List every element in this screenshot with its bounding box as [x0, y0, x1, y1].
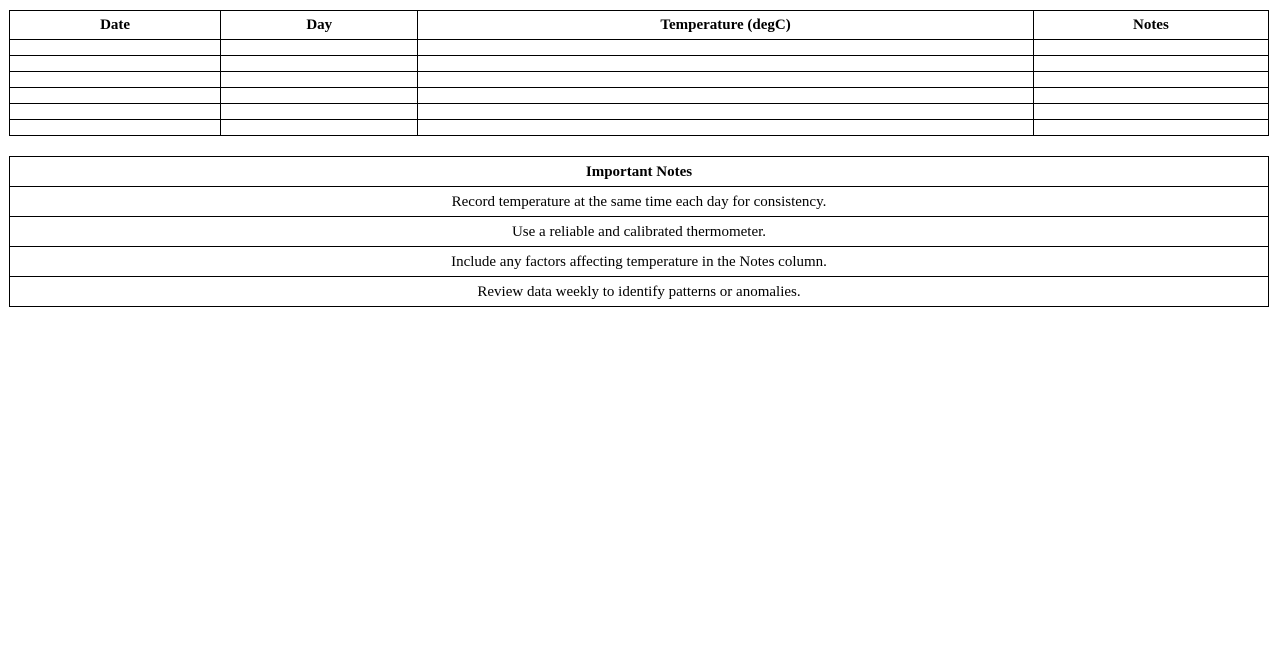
temperature-log-header	[10, 11, 1269, 40]
cell-day[interactable]	[221, 40, 418, 56]
cell-temperature[interactable]	[418, 72, 1033, 88]
table-row	[10, 217, 1269, 247]
cell-temperature[interactable]	[418, 88, 1033, 104]
important-notes-body	[10, 187, 1269, 307]
column-header-date: Date	[10, 11, 221, 40]
temperature-log-body	[10, 40, 1269, 136]
column-header-notes: Notes	[1033, 11, 1268, 40]
cell-date[interactable]	[10, 120, 221, 136]
table-row	[10, 56, 1269, 72]
table-row	[10, 104, 1269, 120]
important-notes-title: Important Notes	[10, 157, 1269, 187]
cell-date[interactable]	[10, 56, 221, 72]
important-notes-header	[10, 157, 1269, 187]
cell-temperature[interactable]	[418, 56, 1033, 72]
cell-date[interactable]	[10, 40, 221, 56]
cell-notes[interactable]	[1033, 40, 1268, 56]
table-spacer	[9, 136, 1269, 156]
cell-notes[interactable]	[1033, 120, 1268, 136]
important-note-item: Record temperature at the same time each day for consistency.	[10, 187, 1269, 217]
table-row	[10, 277, 1269, 307]
important-note-item: Include any factors affecting temperature in the Notes column.	[10, 247, 1269, 277]
table-row	[10, 187, 1269, 217]
table-header-row	[10, 11, 1269, 40]
cell-day[interactable]	[221, 72, 418, 88]
cell-temperature[interactable]	[418, 40, 1033, 56]
cell-day[interactable]	[221, 56, 418, 72]
cell-notes[interactable]	[1033, 72, 1268, 88]
cell-day[interactable]	[221, 120, 418, 136]
cell-date[interactable]	[10, 104, 221, 120]
table-row	[10, 72, 1269, 88]
important-note-item: Review data weekly to identify patterns or anomalies.	[10, 277, 1269, 307]
cell-notes[interactable]	[1033, 88, 1268, 104]
table-row	[10, 88, 1269, 104]
table-row	[10, 40, 1269, 56]
table-header-row	[10, 157, 1269, 187]
cell-day[interactable]	[221, 88, 418, 104]
important-note-item: Use a reliable and calibrated thermometer.	[10, 217, 1269, 247]
cell-date[interactable]	[10, 72, 221, 88]
cell-date[interactable]	[10, 88, 221, 104]
cell-temperature[interactable]	[418, 104, 1033, 120]
cell-notes[interactable]	[1033, 104, 1268, 120]
column-header-temperature: Temperature (degC)	[418, 11, 1033, 40]
table-row	[10, 247, 1269, 277]
cell-notes[interactable]	[1033, 56, 1268, 72]
cell-temperature[interactable]	[418, 120, 1033, 136]
cell-day[interactable]	[221, 104, 418, 120]
column-header-day: Day	[221, 11, 418, 40]
important-notes-table	[9, 156, 1269, 307]
table-row	[10, 120, 1269, 136]
temperature-log-table	[9, 10, 1269, 136]
